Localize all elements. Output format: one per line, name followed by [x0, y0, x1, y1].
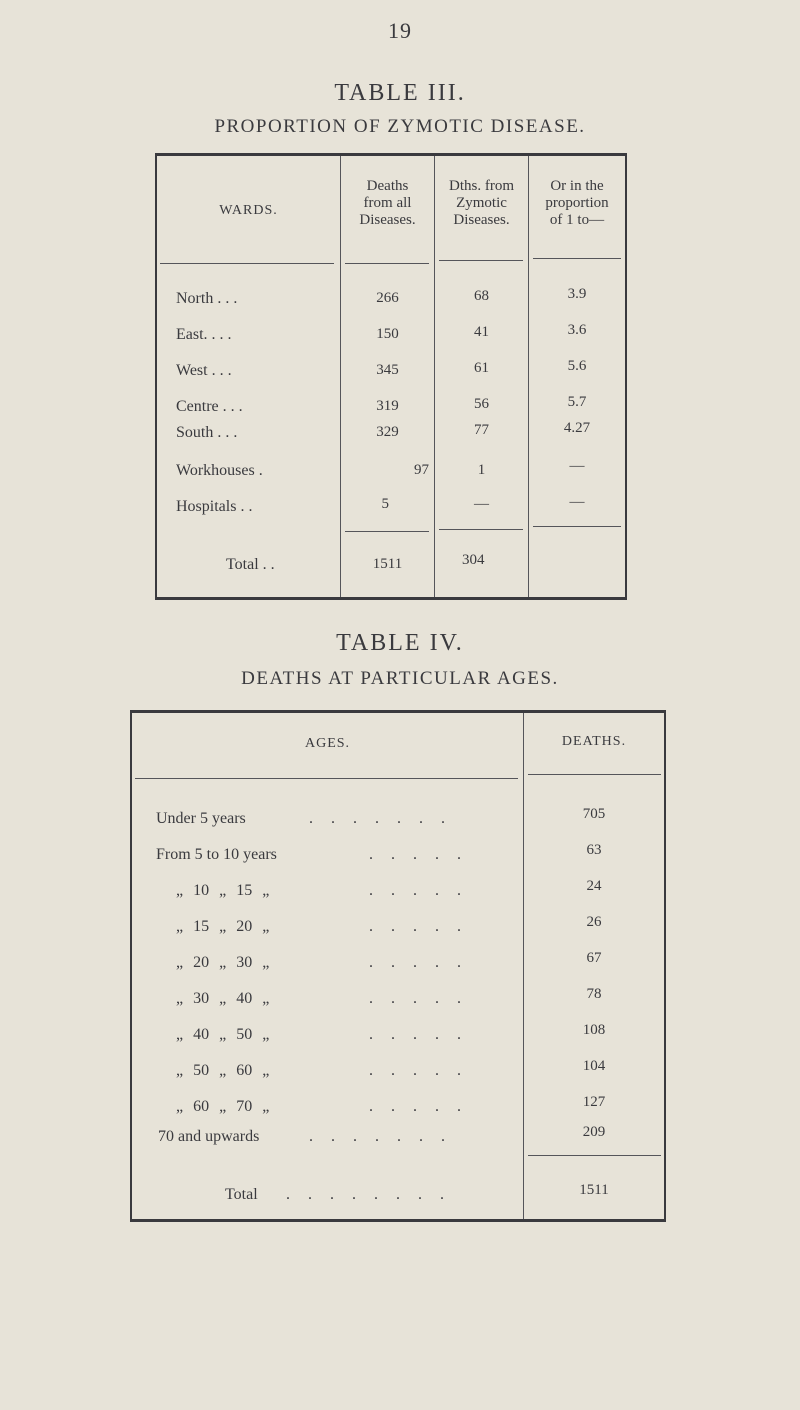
table3-header-wards: WARDS. — [219, 203, 278, 218]
table3-title: TABLE III. — [334, 80, 466, 106]
page-number: 19 — [388, 18, 412, 43]
table3-header-rule — [160, 263, 334, 264]
table3-subtitle: PROPORTION OF ZYMOTIC DISEASE. — [214, 116, 586, 137]
table3-header-rule — [439, 260, 523, 261]
table3-header-deaths-all: Deaths from all Diseases. — [359, 178, 416, 228]
table4-header-rule — [528, 774, 661, 775]
table4-header-rule — [135, 778, 518, 779]
table4-header-ages: AGES. — [304, 736, 351, 751]
table4-total-rule — [528, 1155, 661, 1156]
table3-header-rule — [345, 263, 429, 264]
table4-header-deaths: DEATHS. — [561, 734, 627, 749]
table3-header-proportion: Or in the proportion of 1 to— — [545, 178, 609, 228]
table3-total-rule — [345, 531, 429, 532]
table3-total-rule — [533, 526, 621, 527]
table4-title: TABLE IV. — [336, 630, 464, 656]
table4-subtitle: DEATHS AT PARTICULAR AGES. — [241, 668, 559, 689]
table3-header-deaths-zymotic: Dths. from Zymotic Diseases. — [449, 178, 514, 228]
table3-total-rule — [439, 529, 523, 530]
table3-header-rule — [533, 258, 621, 259]
